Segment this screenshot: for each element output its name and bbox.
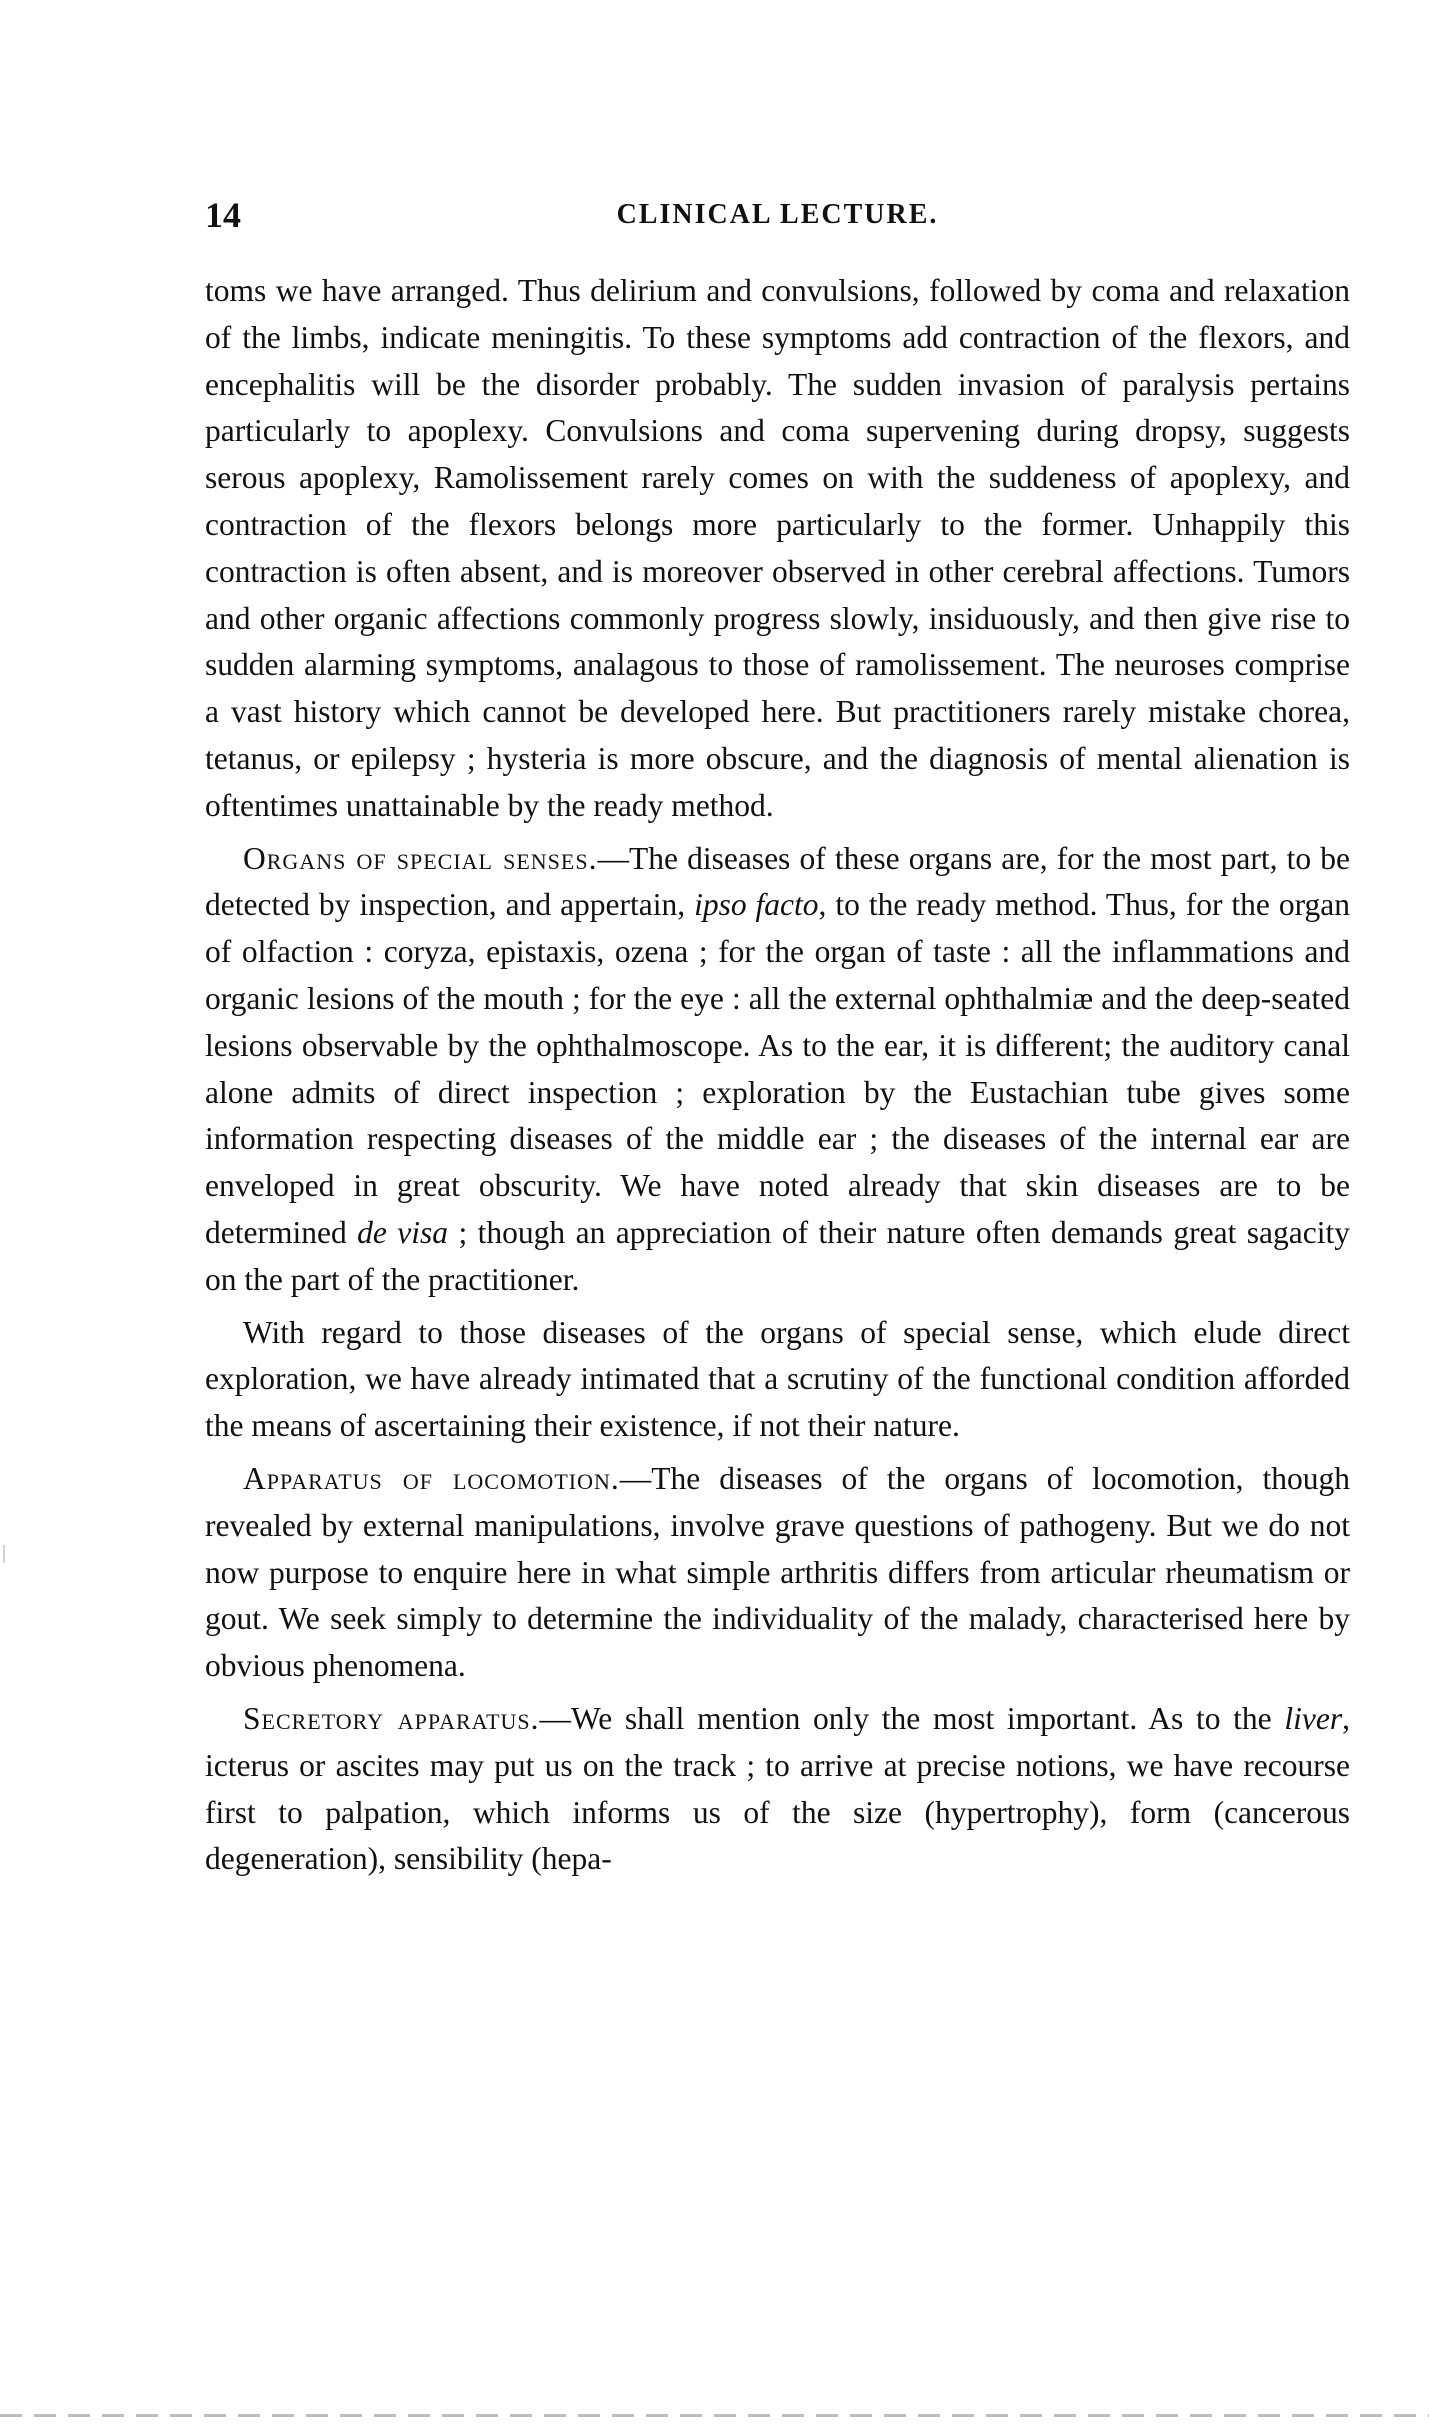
margin-mark bbox=[3, 1545, 5, 1563]
section-lead: Organs of special senses. bbox=[243, 840, 598, 876]
paragraph bbox=[205, 1310, 1350, 1450]
running-head: CLINICAL LECTURE. bbox=[616, 199, 939, 230]
section-lead: Secretory apparatus. bbox=[243, 1700, 540, 1736]
text-run: —The diseases of these organs are, for the most part, to be detected by inspection, and appertain, bbox=[205, 840, 1351, 923]
text-run: toms we have arranged. Thus delirium and convulsions, followed by coma and relaxation of the limbs, indicate meningitis. To these symptoms add contraction of the flexors, and encephalitis will be the disorder probably. The sudden invasion of paralysis pertains particularly to apoplexy. Convulsions and coma supervening during dropsy, suggests serous apoplexy, Ramolissement rarely comes on with the suddeness of apoplexy, and contraction of the flexors belongs more particularly to the former. Unhappily this contraction is often absent, and is moreover observed in other cerebral affections. Tumors and other organic affections commonly progress slowly, insiduously, and then give rise to sudden alarming symptoms, analagous to those of ramolissement. The neuroses comprise a vast history which cannot be developed here. But practitioners rarely mistake chorea, tetanus, or epilepsy ; hysteria is more obscure, and the diagnosis of mental alienation is oftentimes unattainable by the ready method. bbox=[205, 273, 1350, 823]
text-run: With regard to those diseases of the organs of special sense, which elude direct exploration, we have already intimated that a scrutiny of the functional condition afforded the means of ascertaining their existence, if not their nature. bbox=[205, 1314, 1350, 1444]
italic-term: ipso facto bbox=[694, 887, 819, 923]
section-lead: Apparatus of locomotion. bbox=[243, 1460, 620, 1496]
paragraph bbox=[205, 836, 1350, 1304]
paragraph bbox=[205, 1696, 1350, 1883]
italic-term: de visa bbox=[357, 1214, 449, 1250]
text-run: —The diseases of the organs of locomotion, though revealed by external manipulations, involve grave questions of pathogeny. But we do not now purpose to enquire here in what simple arthritis differs from articular rheumatism or gout. We seek simply to determine the individuality of the malady, characterised here by obvious phenomena. bbox=[205, 1460, 1350, 1684]
text-run: , icterus or ascites may put us on the track ; to arrive at precise notions, we have recourse first to palpation, which informs us of the size (hypertrophy), form (cancerous degeneration), sensibility (hepa- bbox=[205, 1700, 1350, 1877]
italic-term: liver bbox=[1284, 1700, 1343, 1736]
text-run: —We shall mention only the most important. As to the bbox=[539, 1700, 1285, 1736]
body-text bbox=[205, 268, 1350, 1883]
text-run: , to the ready method. Thus, for the organ of olfaction : coryza, epistaxis, ozena ; for the organ of taste : all the inflammations and organic lesions of the mouth ; for the eye : all the external ophthalmiæ and the deep-seated lesions observable by the ophthalmoscope. As to the ear, it is different; the auditory canal alone admits of direct inspection ; exploration by the Eustachian tube gives some information respecting diseases of the middle ear ; the diseases of the internal ear are enveloped in great obscurity. We have noted already that skin diseases are to be determined bbox=[205, 887, 1351, 1250]
page-number: 14 bbox=[205, 195, 241, 235]
text-run: ; though an appreciation of their nature often demands great sagacity on the part of the practitioner. bbox=[205, 1214, 1350, 1297]
scan-edge-rule bbox=[0, 2414, 1429, 2417]
paragraph bbox=[205, 1456, 1350, 1690]
paragraph bbox=[205, 268, 1350, 830]
page-header bbox=[205, 190, 1350, 240]
